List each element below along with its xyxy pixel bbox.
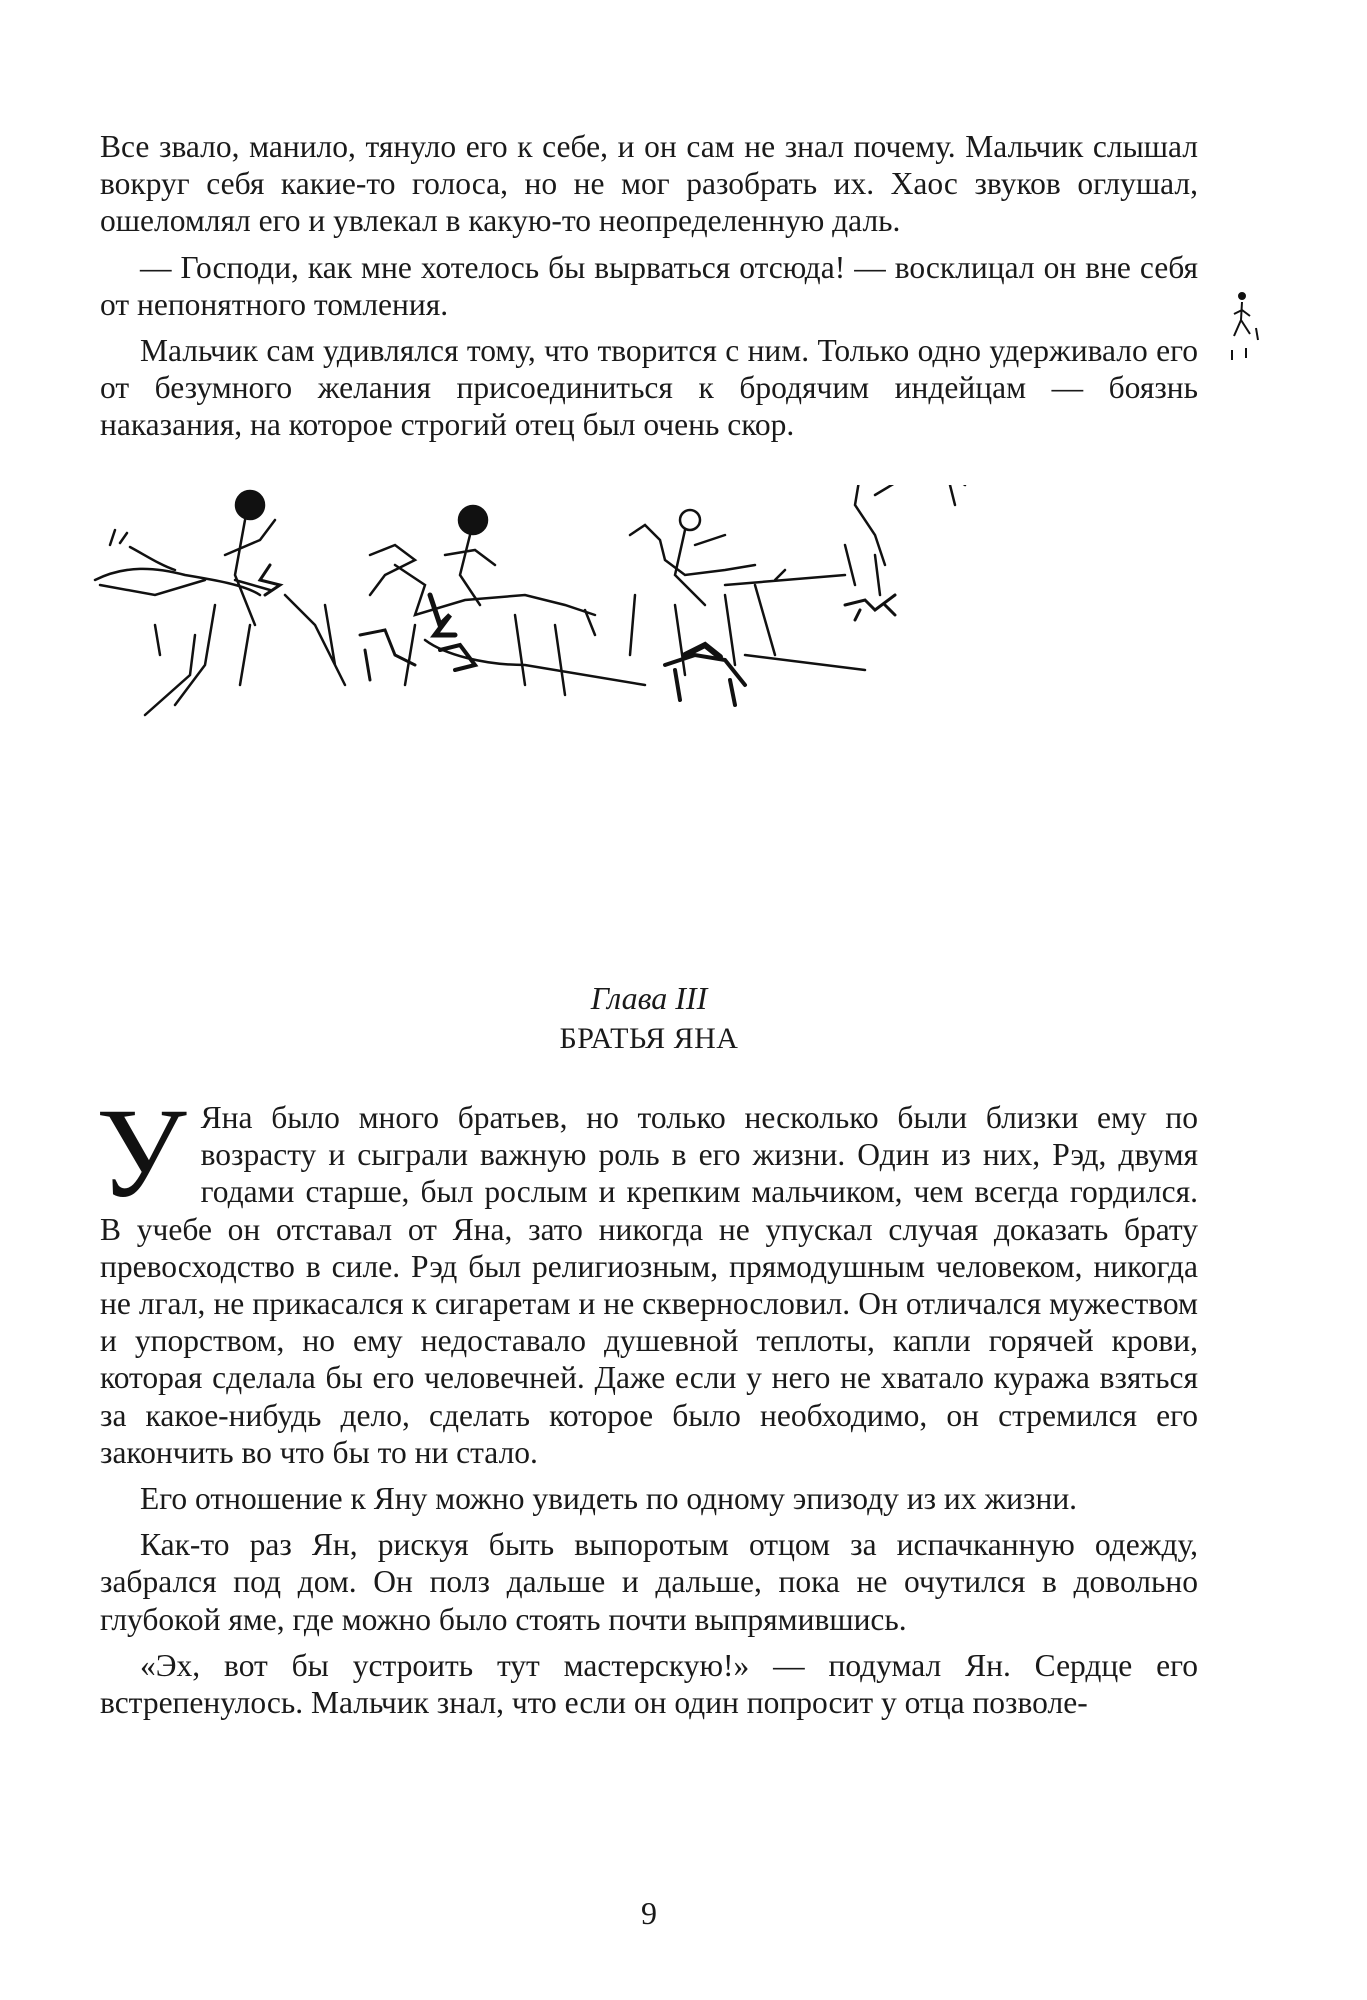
chapter-label: Глава III (590, 980, 708, 1016)
runner-top-right-drawing (935, 485, 995, 505)
top-text-block (100, 128, 1198, 453)
paragraph: Мальчик сам удивлялся тому, что творится с ним. Только одно удерживало его от безумного желания присоединиться к бродячим индейцам — боязнь наказания, на которое строгий отец был очень скор. (100, 333, 1198, 443)
paragraph-first (96, 1082, 1198, 1471)
rider-left-drawing (95, 491, 345, 715)
paragraph: Все звало, манило, тянуло его к себе, и он сам не знал почему. Мальчик слышал вокруг себя какие-то голоса, но не мог разобрать их. Хаос звуков оглушал, ошеломлял его и увлекал в какую-то неопределенную даль. (100, 129, 1198, 239)
paragraph: — Господи, как мне хотелось бы вырваться отсюда! — восклицал он вне себя от непонятного томления. (100, 249, 1198, 322)
paragraph-first-text: Яна было много братьев, но только несколько были близки ему по возрасту и сыграли важную роль в его жизни. Один из них, Рэд, двумя годами старше, был рослым и крепким мальчиком, чем всегда гордился. В учебе он отставал от Яна, зато никогда не упускал случая доказать брату превосходство в силе. Рэд был религиозным, прямодушным человеком, никогда не лгал, не прикасался к сигаретам и не сквернословил. Он отличался мужеством и упорством, но ему недоставало душевной теплоты, капли горячей крови, которая сделала бы его человечней. Даже если у него не хватало куража взяться за какое-нибудь дело, сделать которое было необходимо, он стремился его закончить во что бы то ни стало. (100, 1100, 1198, 1470)
figure-head (1239, 293, 1245, 299)
paragraph: «Эх, вот бы устроить тут мастерскую!» — подумал Ян. Сердце его встрепенулось. Мальчик знал, что если он один попросит у отца позволе- (100, 1647, 1198, 1721)
paragraph: Как-то раз Ян, рискуя быть выпоротым отцом за испачканную одежду, забрался под дом. Он полз дальше и дальше, пока не очутился в довольно глубокой яме, где можно было стоять почти выпрямившись. (100, 1527, 1198, 1637)
drop-cap: У (96, 1082, 187, 1224)
margin-figure-illustration (1222, 288, 1262, 388)
rider-far-drawing (795, 485, 925, 620)
rider-center-drawing (360, 506, 645, 695)
figure-body (1232, 302, 1258, 360)
paragraph: Его отношение к Яну можно увидеть по одному эпизоду из их жизни. (140, 1481, 1078, 1517)
hunting-procession-illustration (85, 485, 1275, 905)
rider-right-drawing (630, 510, 865, 705)
page-number: 9 (641, 1895, 657, 1931)
chapter-title: БРАТЬЯ ЯНА (559, 1022, 739, 1055)
chapter-text-block (96, 1082, 1198, 1730)
